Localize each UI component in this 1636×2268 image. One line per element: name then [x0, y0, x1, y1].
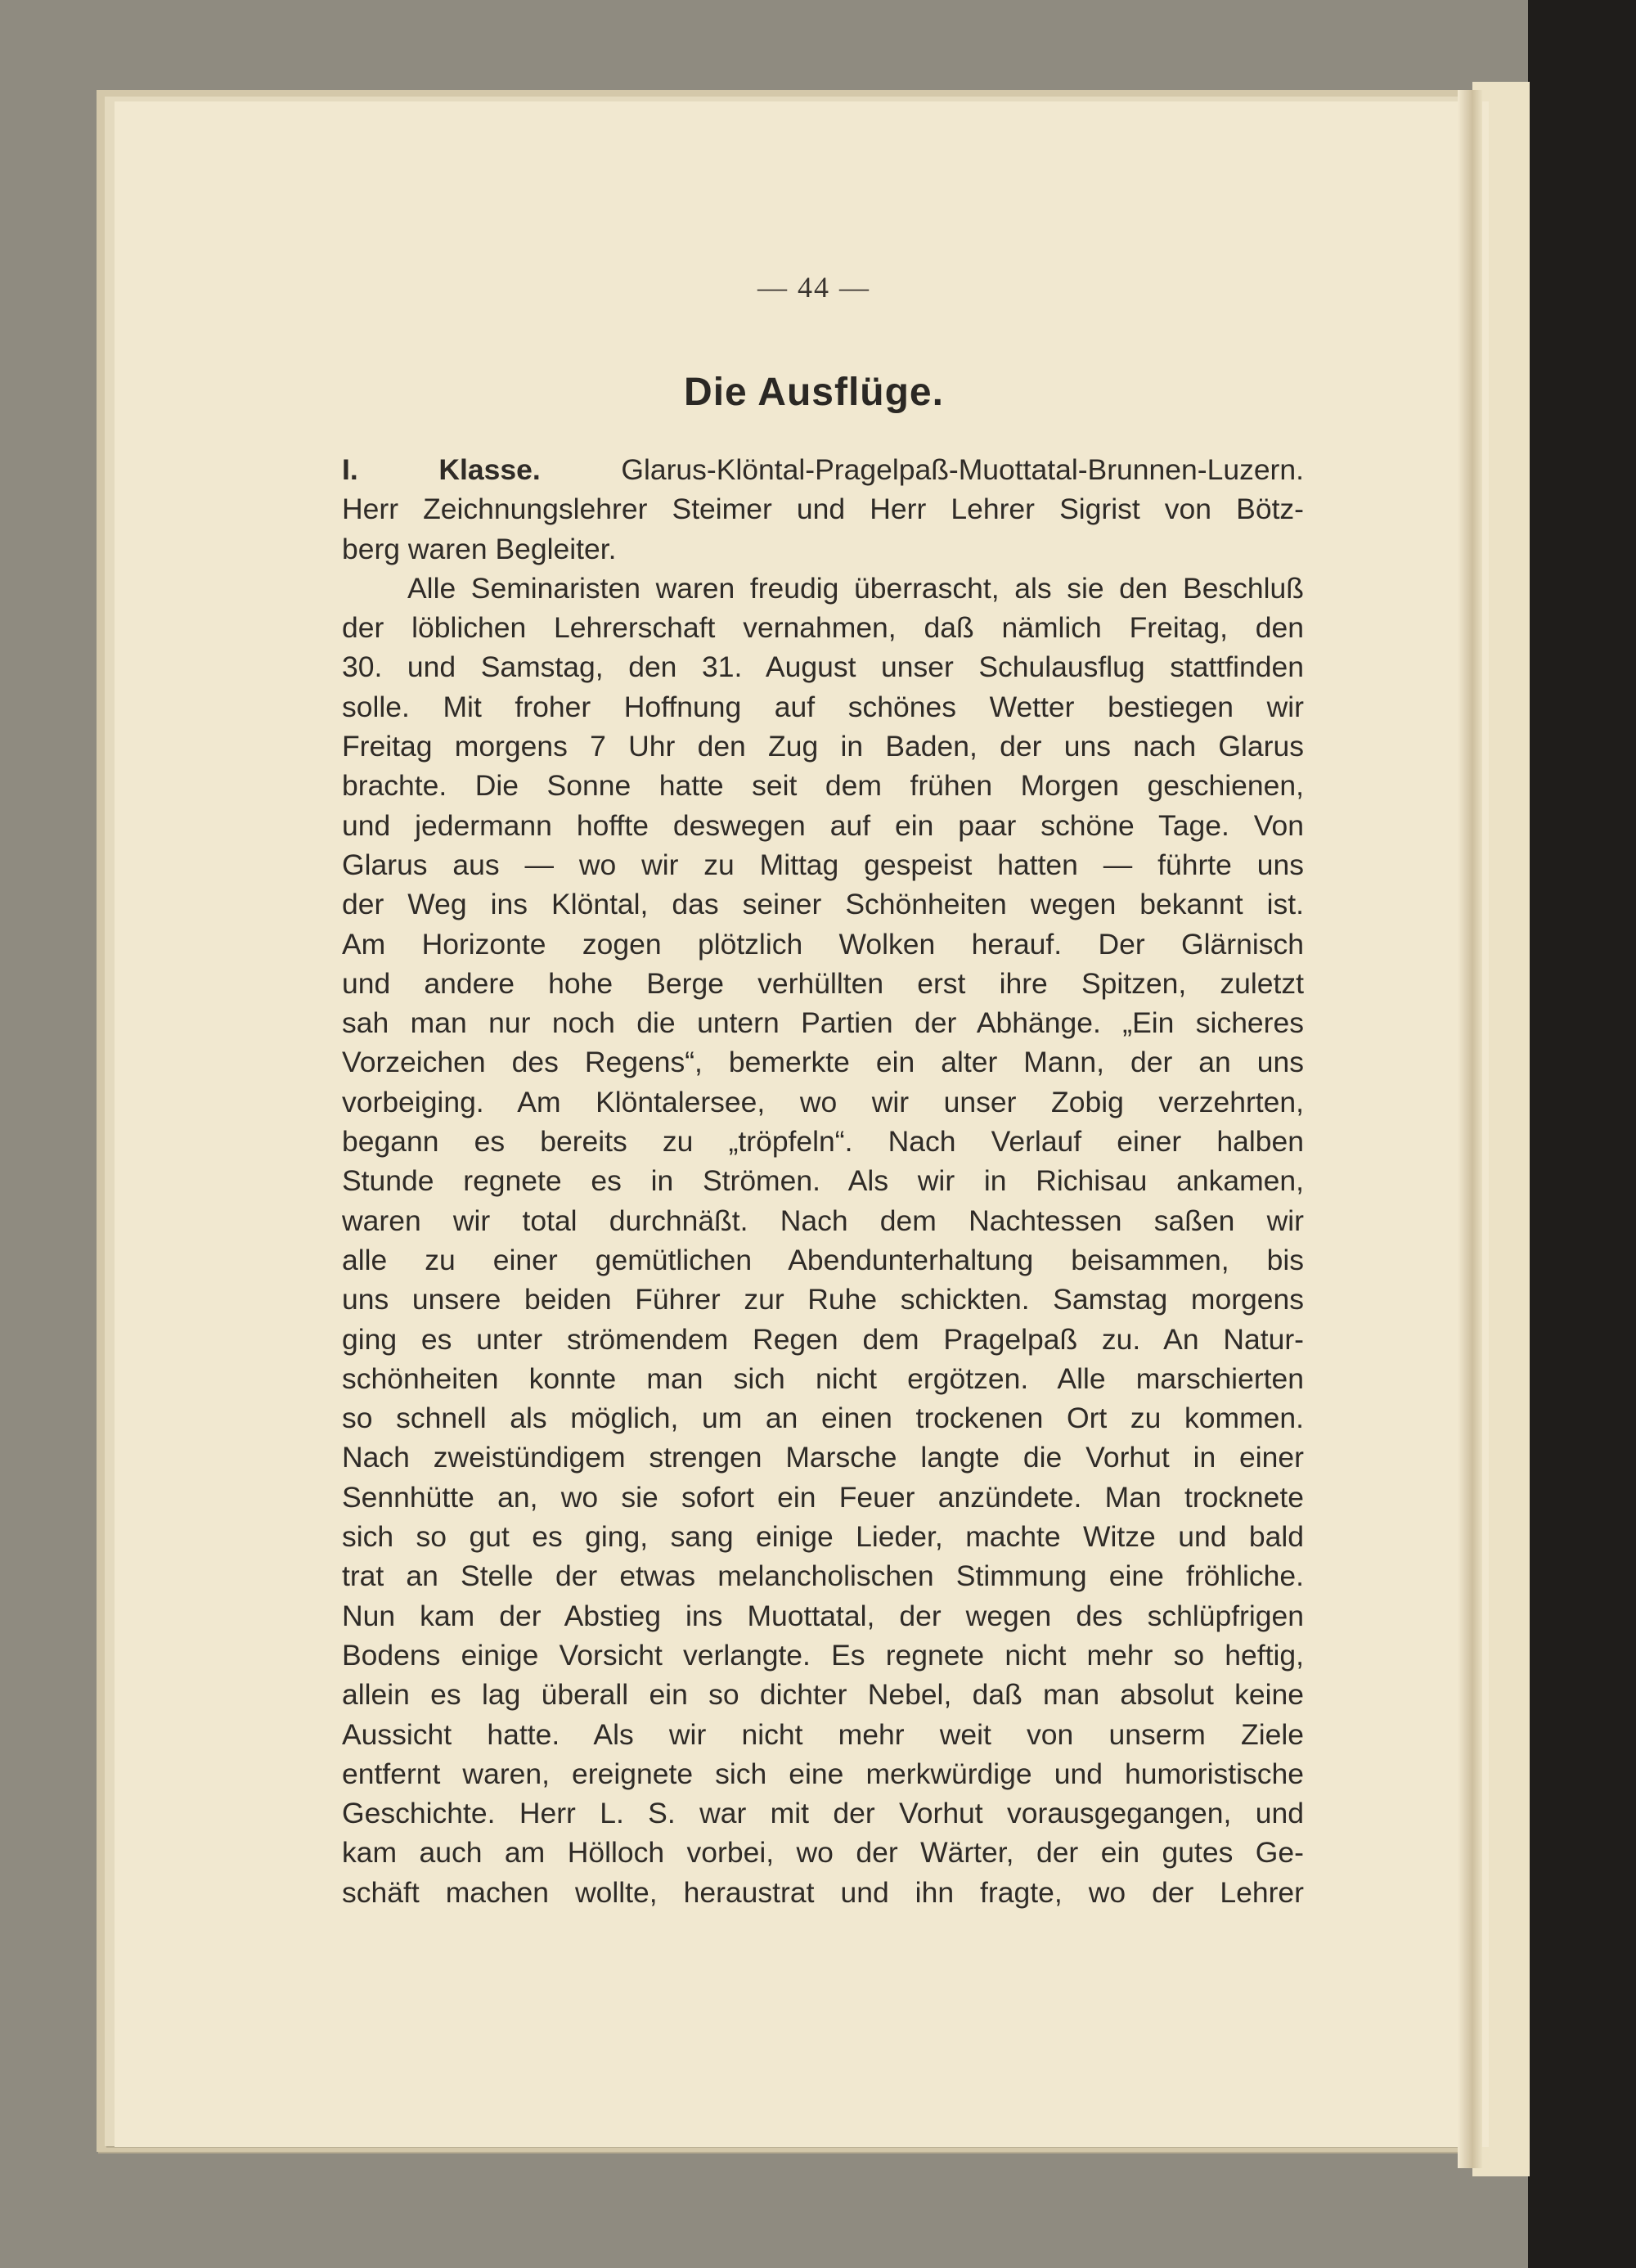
text-line: vorbeiging. Am Klöntalersee, wo wir unser Zobig verzehrten, [342, 1085, 1304, 1118]
text-line: waren wir total durchnäßt. Nach dem Nachtessen saßen wir [342, 1204, 1304, 1237]
text-line: brachte. Die Sonne hatte seit dem frühen Morgen geschienen, [342, 769, 1304, 803]
section-label: I. Klasse. [342, 453, 541, 486]
page-title: Die Ausflüge. [684, 371, 944, 414]
page-number: — 44 — [757, 271, 870, 304]
text-line: solle. Mit froher Hoffnung auf schönes Wetter bestiegen wir [342, 690, 1304, 723]
text-line: uns unsere beiden Führer zur Ruhe schickten. Samstag morgens [342, 1283, 1304, 1316]
text-line: ging es unter strömendem Regen dem Pragelpaß zu. An Natur- [342, 1322, 1304, 1356]
text-line: und jedermann hoffte deswegen auf ein paar schöne Tage. Von [342, 808, 1304, 842]
text-line: alle zu einer gemütlichen Abendunterhaltung beisammen, bis [342, 1243, 1304, 1276]
text-line: 30. und Samstag, den 31. August unser Schulausflug stattfinden [342, 650, 1304, 684]
text-line: schäft machen wollte, heraustrat und ihn fragte, wo der Lehrer [342, 1875, 1304, 1909]
text-line: berg waren Begleiter. [342, 532, 617, 565]
text-line: Am Horizonte zogen plötzlich Wolken herauf. Der Glärnisch [342, 927, 1304, 961]
text-line: Vorzeichen des Regens“, bemerkte ein alter Mann, der an uns [342, 1046, 1304, 1079]
text-line: kam auch am Hölloch vorbei, wo der Wärter, der ein gutes Ge- [342, 1836, 1304, 1870]
binding-edge [1528, 0, 1636, 2268]
text-line: allein es lag überall ein so dichter Nebel, daß man absolut keine [342, 1678, 1304, 1712]
text-line: Nach zweistündigem strengen Marsche langte die Vorhut in einer [342, 1441, 1304, 1474]
text-line: Herr Zeichnungslehrer Steimer und Herr Lehrer Sigrist von Bötz- [342, 493, 1304, 526]
text-line: Glarus aus — wo wir zu Mittag gespeist hatten — führte uns [342, 848, 1304, 881]
text-line: so schnell als möglich, um an einen trockenen Ort zu kommen. [342, 1402, 1304, 1435]
text-line: begann es bereits zu „tröpfeln“. Nach Verlauf einer halben [342, 1125, 1304, 1159]
text-line: Aussicht hatte. Als wir nicht mehr weit von unserm Ziele [342, 1717, 1304, 1751]
body-text [342, 450, 1304, 1912]
text-line: Sennhütte an, wo sie sofort ein Feuer anzündete. Man trocknete [342, 1480, 1304, 1514]
text-line: Freitag morgens 7 Uhr den Zug in Baden, der uns nach Glarus [342, 730, 1304, 763]
text-line: schönheiten konnte man sich nicht ergötzen. Alle marschierten [342, 1361, 1304, 1395]
text-line: der löblichen Lehrerschaft vernahmen, daß nämlich Freitag, den [342, 611, 1304, 645]
text-line: Bodens einige Vorsicht verlangte. Es regnete nicht mehr so heftig, [342, 1638, 1304, 1672]
text-line: sah man nur noch die untern Partien der Abhänge. „Ein sicheres [342, 1006, 1304, 1040]
text-line: I. Klasse. Glarus-Klöntal-Pragelpaß-Muottatal-Brunnen-Luzern. [342, 453, 1304, 486]
text-line: trat an Stelle der etwas melancholischen Stimmung eine fröhliche. [342, 1559, 1304, 1593]
text-line: sich so gut es ging, sang einige Lieder, machte Witze und bald [342, 1520, 1304, 1554]
text-line: Nun kam der Abstieg ins Muottatal, der wegen des schlüpfrigen [342, 1599, 1304, 1632]
text-line: Alle Seminaristen waren freudig überrascht, als sie den Beschluß [407, 571, 1304, 605]
text-line: Geschichte. Herr L. S. war mit der Vorhut vorausgegangen, und [342, 1797, 1304, 1830]
text-line: entfernt waren, ereignete sich eine merkwürdige und humoristische [342, 1757, 1304, 1790]
text-line: der Weg ins Klöntal, das seiner Schönheiten wegen bekannt ist. [342, 888, 1304, 921]
text-line: und andere hohe Berge verhüllten erst ihre Spitzen, zuletzt [342, 966, 1304, 1000]
text-line: Stunde regnete es in Strömen. Als wir in Richisau ankamen, [342, 1164, 1304, 1198]
